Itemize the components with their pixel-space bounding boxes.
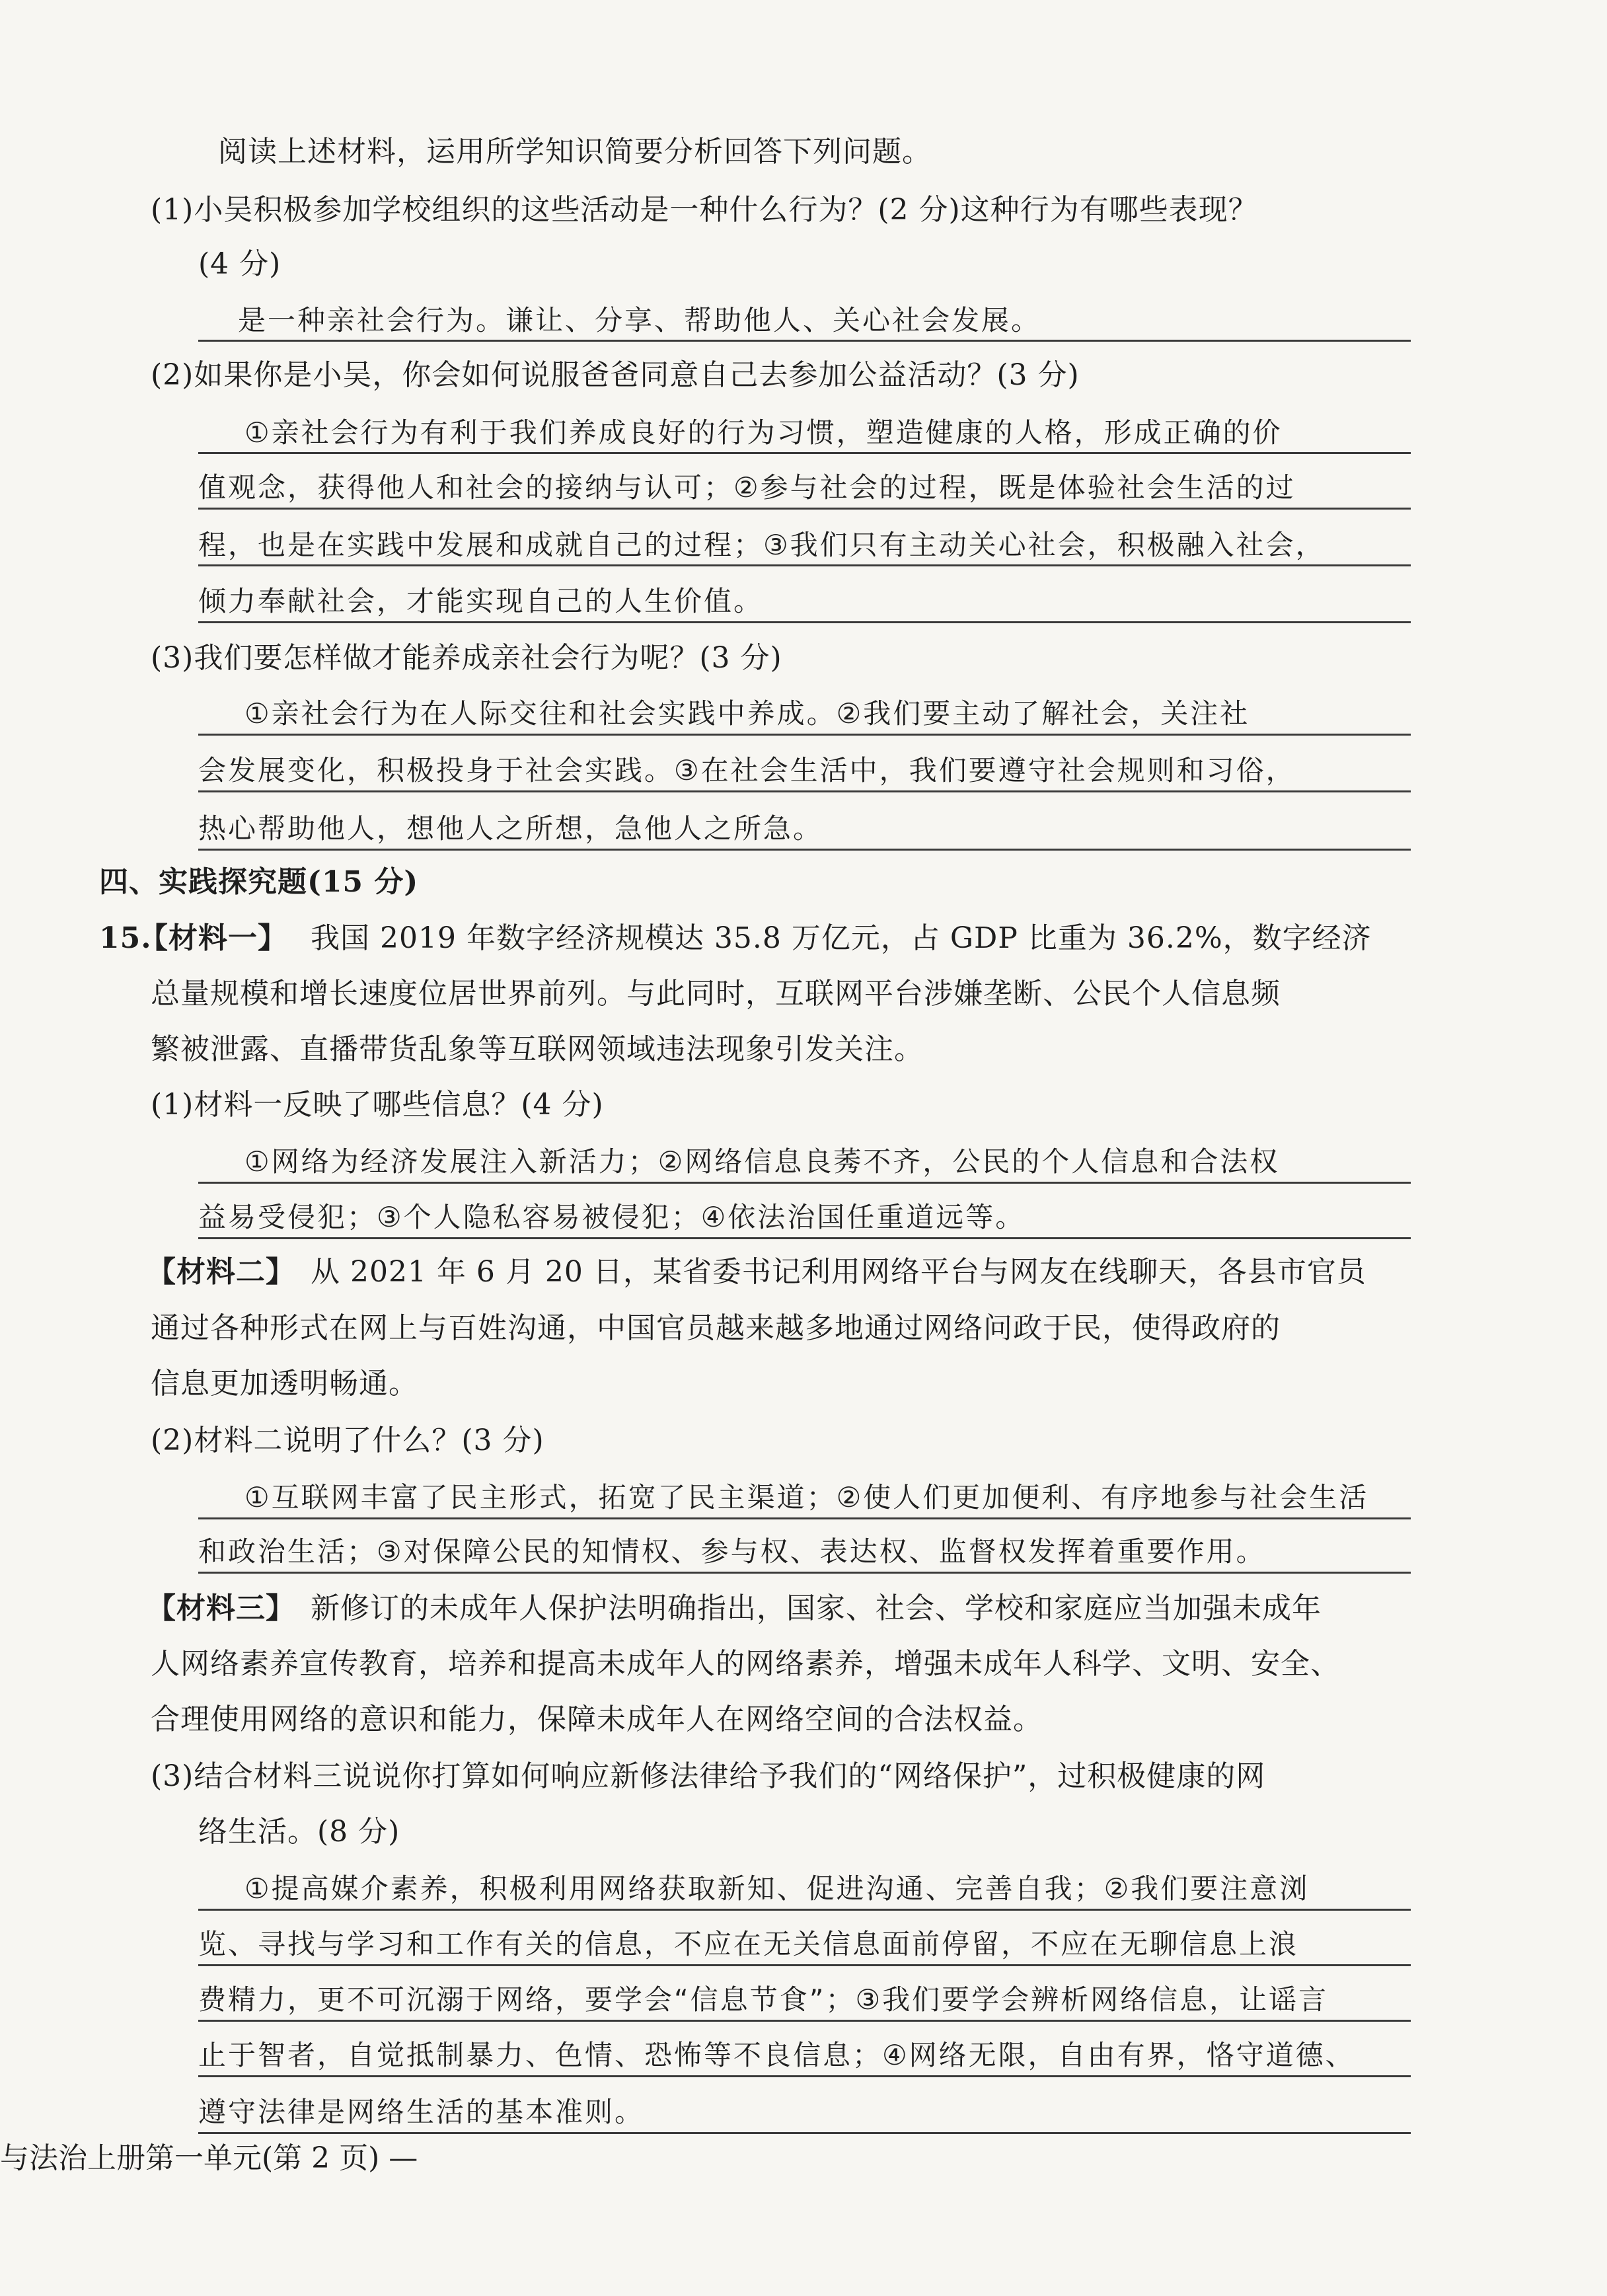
s3-answer-line-4: 止于智者，自觉抵制暴力、色情、恐怖等不良信息；④网络无限，自由有界，恪守道德、: [198, 2039, 1355, 2071]
q15-number: 15.: [99, 921, 152, 955]
material-2-line-3: 信息更加透明畅通。: [151, 1367, 418, 1400]
answer-line: [198, 340, 1411, 342]
material-1-line-3: 繁被泄露、直播带货乱象等互联网领域违法现象引发关注。: [151, 1032, 924, 1066]
q1-question: (1)小吴积极参加学校组织的这些活动是一种什么行为？(2 分)这种行为有哪些表现？: [151, 193, 1258, 227]
intro-text: 阅读上述材料，运用所学知识简要分析回答下列问题。: [218, 135, 932, 169]
s1-question: (1)材料一反映了哪些信息？(4 分): [151, 1088, 604, 1122]
answer-line: [198, 2020, 1411, 2022]
s1-answer-line-2: 益易受侵犯；③个人隐私容易被侵犯；④依法治国任重道远等。: [198, 1201, 1026, 1233]
answer-line: [198, 734, 1411, 736]
q2-answer-line-3: 程，也是在实践中发展和成就自己的过程；③我们只有主动关心社会，积极融入社会，: [198, 529, 1326, 561]
q2-answer-line-4: 倾力奉献社会，才能实现自己的人生价值。: [198, 585, 764, 617]
answer-line: [198, 1237, 1411, 1239]
material-2-line-2: 通过各种形式在网上与百姓沟通，中国官员越来越多地通过网络问政于民，使得政府的: [151, 1311, 1281, 1345]
q2-answer-line-2: 值观念，获得他人和社会的接纳与认可；②参与社会的过程，既是体验社会生活的过: [198, 471, 1296, 504]
answer-line: [198, 564, 1411, 566]
answer-line: [198, 790, 1411, 792]
s2-answer-line-2: 和政治生活；③对保障公民的知情权、参与权、表达权、监督权发挥着重要作用。: [198, 1535, 1266, 1568]
q1-answer: 是一种亲社会行为。谦让、分享、帮助他人、关心社会发展。: [238, 304, 1041, 336]
material-2-line-1: 从 2021 年 6 月 20 日，某省委书记利用网络平台与网友在线聊天，各县市官员: [311, 1255, 1366, 1289]
answer-line: [198, 849, 1411, 851]
answer-line: [198, 452, 1411, 454]
material-1-line-2: 总量规模和增长速度位居世界前列。与此同时，互联网平台涉嫌垄断、公民个人信息频: [151, 977, 1281, 1011]
q2-answer-line-1: ①亲社会行为有利于我们养成良好的行为习惯，塑造健康的人格，形成正确的价: [244, 416, 1283, 449]
answer-line: [198, 1182, 1411, 1184]
material-1-line-1: 我国 2019 年数字经济规模达 35.8 万亿元，占 GDP 比重为 36.2%，数字经济: [311, 921, 1372, 955]
q3-answer-line-1: ①亲社会行为在人际交往和社会实践中养成。②我们要主动了解社会，关注社: [244, 697, 1250, 730]
s3-answer-line-5: 遵守法律是网络生活的基本准则。: [198, 2096, 645, 2128]
s2-answer-line-1: ①互联网丰富了民主形式，拓宽了民主渠道；②使人们更加便利、有序地参与社会生活: [244, 1481, 1369, 1513]
answer-line: [198, 1572, 1411, 1574]
answer-line: [198, 1517, 1411, 1519]
material-3-line-1: 新修订的未成年人保护法明确指出，国家、社会、学校和家庭应当加强未成年: [311, 1591, 1322, 1625]
s2-question: (2)材料二说明了什么？(3 分): [151, 1424, 544, 1457]
material-2-label: 【材料二】: [147, 1255, 295, 1289]
s3-answer-line-2: 览、寻找与学习和工作有关的信息，不应在无关信息面前停留，不应在无聊信息上浪: [198, 1928, 1299, 1960]
material-3-line-3: 合理使用网络的意识和能力，保障未成年人在网络空间的合法权益。: [151, 1703, 1043, 1736]
s3-answer-line-1: ①提高媒介素养，积极利用网络获取新知、促进沟通、完善自我；②我们要注意浏: [244, 1872, 1310, 1905]
page-footer: 与法治上册第一单元(第 2 页) —: [0, 2141, 418, 2175]
q3-answer-line-3: 热心帮助他人，想他人之所想，急他人之所急。: [198, 812, 823, 845]
material-3-label: 【材料三】: [147, 1591, 295, 1625]
answer-line: [198, 2075, 1411, 2077]
s3-question-line-1: (3)结合材料三说说你打算如何响应新修法律给予我们的“网络保护”，过积极健康的网: [151, 1759, 1266, 1793]
material-1-label: 【材料一】: [139, 921, 287, 955]
answer-line: [198, 1909, 1411, 1911]
q1-score: (4 分): [198, 247, 281, 281]
s1-answer-line-1: ①网络为经济发展注入新活力；②网络信息良莠不齐，公民的个人信息和合法权: [244, 1145, 1280, 1178]
answer-line: [198, 508, 1411, 510]
answer-line: [198, 1964, 1411, 1966]
answer-line: [198, 2132, 1411, 2134]
q3-question: (3)我们要怎样做才能养成亲社会行为呢？(3 分): [151, 641, 782, 675]
q3-answer-line-2: 会发展变化，积极投身于社会实践。③在社会生活中，我们要遵守社会规则和习俗，: [198, 754, 1296, 786]
section-heading: 四、实践探究题(15 分): [99, 865, 419, 899]
answer-line: [198, 621, 1411, 623]
material-3-line-2: 人网络素养宣传教育，培养和提高未成年人的网络素养，增强未成年人科学、文明、安全、: [151, 1647, 1340, 1681]
s3-answer-line-3: 费精力，更不可沉溺于网络，要学会“信息节食”；③我们要学会辨析网络信息，让谣言: [198, 1983, 1329, 2016]
s3-question-line-2: 络生活。(8 分): [198, 1815, 400, 1849]
q2-question: (2)如果你是小吴，你会如何说服爸爸同意自己去参加公益活动？(3 分): [151, 358, 1080, 392]
